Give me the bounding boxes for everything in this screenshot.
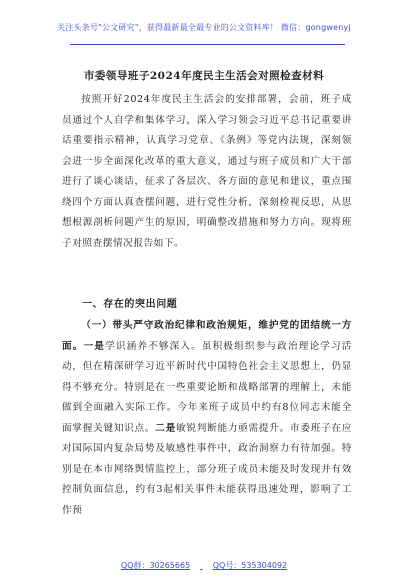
footer-contacts — [0, 560, 408, 571]
header-divider — [70, 44, 345, 45]
document-title: 市委领导班子2024年度民主生活会对照检查材料 — [83, 70, 325, 82]
qq-group-link[interactable]: QQ群：30265665 — [120, 561, 191, 570]
item-text: 学识涵养不够深入。虽积极组织参与政治理论学习活动，但在精深研学习近平新时代中国特色社会主义思想上，仍显得不够充分。特别是在一些重要论断和战略部署的理解上，未能做到全面融入实际工作。今年来班子成员中约有8位同志未能全面掌握关键知识点。 — [62, 340, 352, 434]
header-banner: 关注头条号"公文研究"，获得最新最全最专业的公文资料库！ 微信：gongwenyj — [57, 23, 351, 32]
intro-paragraph: 按照开好2024年度民主生活会的安排部署，会前，班子成员通过个人自学和集体学习，深入学习领会习近平总书记重要讲话重要指示精神，认真学习党章、《条例》等党内法规，深刻领会进一步全面深化改革的重大意义，通过与班子成员和广大干部进行了谈心谈话，征求了各层次、各方面的意见和建议，重点围绕四个方面认真查摆问题，进行党性分析，深刻检视反思，从思想根源剖析问题产生的原因，明确整改措施和努力方向。现将班子对照查摆情况报告如下。 — [62, 94, 352, 249]
subsection-heading: （一）带头严守政治纪律和政治规矩，维护党的团结统一方面。 — [62, 320, 352, 352]
subsection-paragraph — [62, 316, 352, 521]
item-label: 一是 — [83, 340, 106, 352]
qq-number-link[interactable]: QQ号：535304092 — [212, 561, 288, 570]
item-text: 敏锐判断能力亟需提升。市委班子在应对国际国内复杂局势及敏感性事件中，政治洞察力有待加强。特别是在本市网络舆情监控上，部分班子成员未能及时发现并有效控制负面信息，约有3起相关事件未能获得迅速处理，影响了工作预 — [62, 422, 352, 516]
section-heading: 一、存在的突出问题 — [82, 299, 178, 310]
item-label: 二是 — [155, 422, 176, 434]
